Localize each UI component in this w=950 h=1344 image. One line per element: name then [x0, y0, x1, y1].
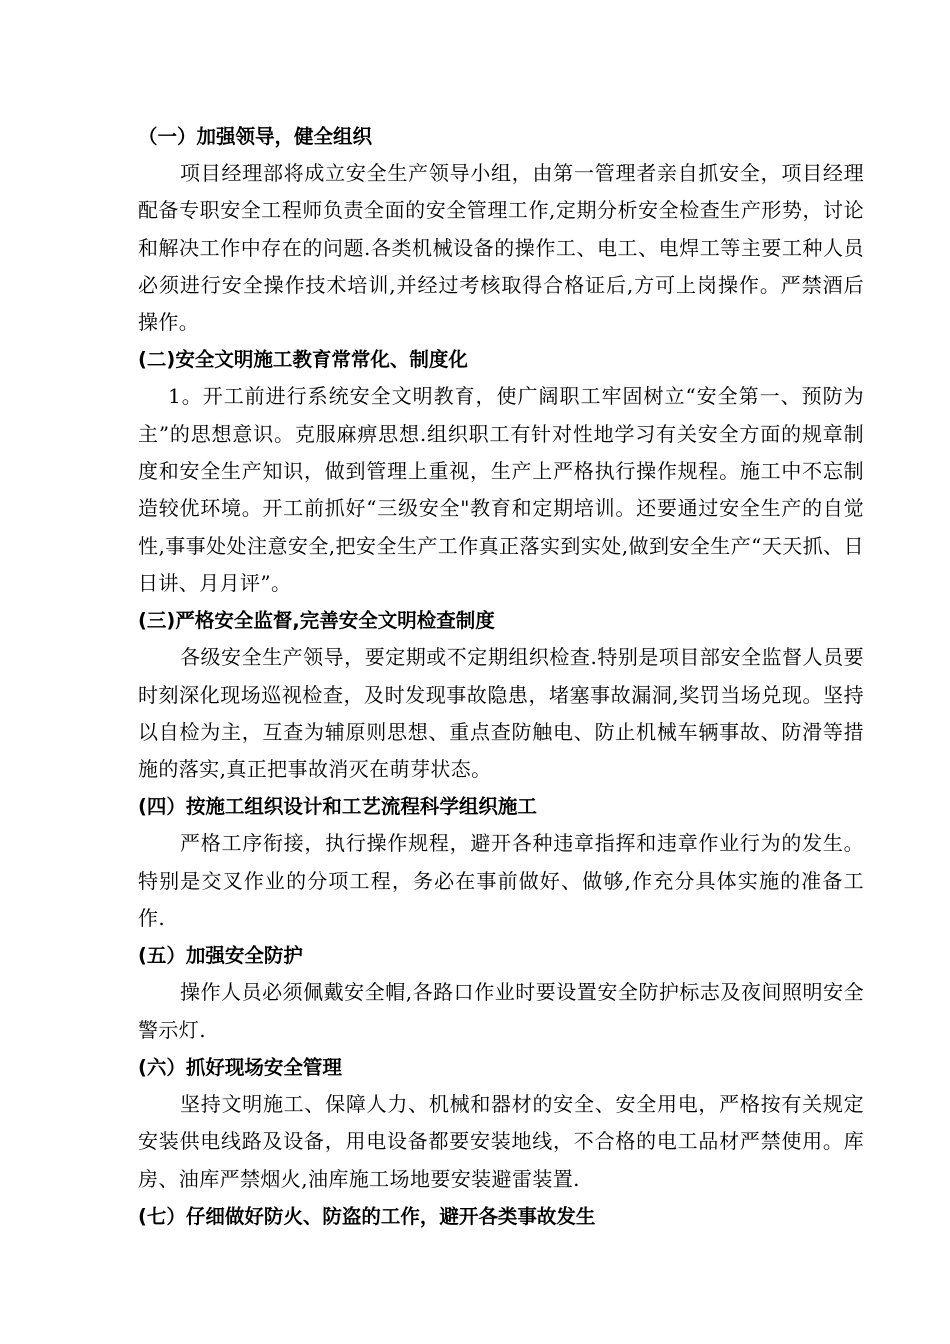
section-body-4: 严格工序衔接，执行操作规程，避开各种违章指挥和违章作业行为的发生。特别是交叉作业的分项工程，务必在事前做好、做够,作充分具体实施的准备工作. — [138, 831, 864, 931]
section-heading-3: (三)严格安全监督,完善安全文明检查制度 — [138, 609, 495, 633]
section-body-2: 1。开工前进行系统安全文明教育，使广阔职工牢固树立“安全第一、预防为主”的思想意识。克服麻痹思想.组织职工有针对性地学习有关安全方面的规章制度和安全生产知识，做到管理上重视，生产上严格执行操作规程。施工中不忘制造较优环境。开工前抓好“三级安全"教育和定期培训。还要通过安全生产的自觉性,事事处处注意安全,把安全生产工作真正落实到实处,做到安全生产“天天抓、日日讲、月月评”。 — [138, 384, 864, 595]
section-heading-5: (五）加强安全防护 — [138, 944, 303, 968]
section-body-3: 各级安全生产领导，要定期或不定期组织检查.特别是项目部安全监督人员要时刻深化现场巡视检查，及时发现事故隐患，堵塞事故漏洞,奖罚当场兑现。坚持以自检为主，互查为辅原则思想、重点查防触电、防止机械车辆事故、防滑等措施的落实,真正把事故消灭在萌芽状态。 — [138, 645, 864, 782]
document-page — [138, 118, 864, 1235]
section-body-1: 项目经理部将成立安全生产领导小组，由第一管理者亲自抓安全，项目经理配备专职安全工程师负责全面的安全管理工作,定期分析安全检查生产形势，讨论和解决工作中存在的问题.各类机械设备的操作工、电工、电焊工等主要工种人员必须进行安全操作技术培训,并经过考核取得合格证后,方可上岗操作。严禁酒后操作。 — [138, 161, 864, 335]
section-heading-6: (六）抓好现场安全管理 — [138, 1055, 342, 1079]
section-heading-7: (七）仔细做好防火、防盗的工作，避开各类事故发生 — [138, 1204, 596, 1228]
section-body-5: 操作人员必须佩戴安全帽,各路口作业时要设置安全防护标志及夜间照明安全警示灯. — [138, 980, 864, 1042]
section-heading-4: (四）按施工组织设计和工艺流程科学组织施工 — [138, 795, 537, 819]
section-body-6: 坚持文明施工、保障人力、机械和器材的安全、安全用电，严格按有关规定安装供电线路及设备，用电设备都要安装地线，不合格的电工品材严禁使用。库房、油库严禁烟火,油库施工场地要安装避雷装置. — [138, 1091, 864, 1191]
section-heading-1: （一）加强领导，健全组织 — [138, 125, 373, 148]
section-heading-2: (二)安全文明施工教育常常化、制度化 — [138, 348, 468, 372]
